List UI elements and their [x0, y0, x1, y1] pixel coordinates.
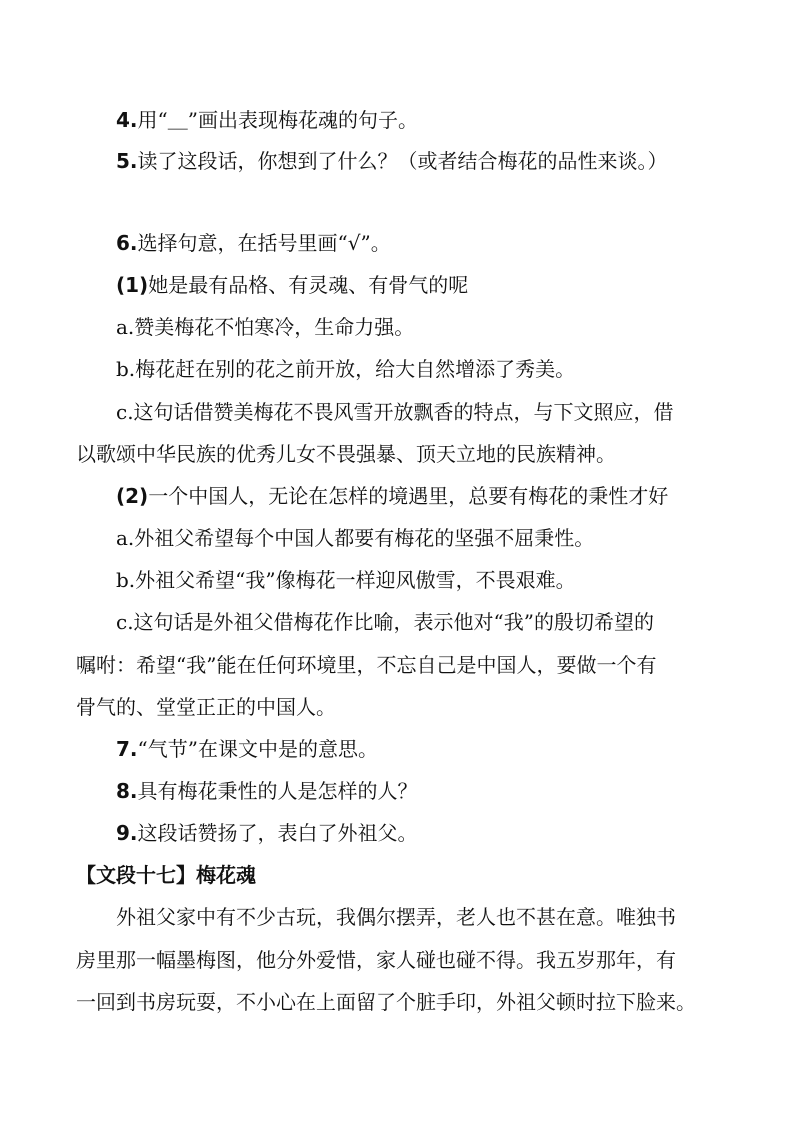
question-9 [116, 819, 418, 847]
paragraph-line-1: 外祖父家中有不少古玩，我偶尔摆弄，老人也不甚在意。唯独书 [116, 905, 676, 929]
question-number: 6. [116, 231, 138, 255]
option-2b: b.外祖父希望“我”像梅花一样迎风傲雪，不畏艰难。 [116, 568, 576, 592]
question-number: 8. [116, 779, 138, 803]
question-text: 用“＿”画出表现梅花魂的句子。 [137, 108, 418, 132]
question-8 [116, 777, 418, 805]
question-number: 4. [116, 108, 138, 132]
sub-question-label: (2) [116, 484, 149, 508]
question-text: 具有梅花秉性的人是怎样的人？ [137, 779, 418, 803]
question-text: 这段话赞扬了，表白了外祖父。 [137, 821, 418, 845]
paragraph-line-2: 房里那一幅墨梅图，他分外爱惜，家人碰也碰不得。我五岁那年，有 [76, 948, 676, 972]
question-7 [116, 735, 378, 763]
sub-question-label: (1) [116, 273, 149, 297]
option-2c-cont-2: 骨气的、堂堂正正的中国人。 [76, 695, 336, 719]
question-text: 选择句意，在括号里画“√”。 [137, 231, 391, 255]
sub-question-text: 她是最有品格、有灵魂、有骨气的呢 [148, 273, 469, 297]
question-4 [116, 106, 418, 134]
option-2c-cont-1: 嘱咐：希望“我”能在任何环境里，不忘自己是中国人，要做一个有 [76, 653, 657, 677]
sub-question-1 [116, 271, 468, 299]
sub-question-text: 一个中国人，无论在怎样的境遇里，总要有梅花的秉性才好 [148, 484, 669, 508]
sub-question-2 [116, 482, 668, 510]
option-2c: c.这句话是外祖父借梅花作比喻，表示他对“我”的殷切希望的 [116, 610, 655, 634]
question-6 [116, 229, 391, 257]
option-1c-cont: 以歌颂中华民族的优秀儿女不畏强暴、顶天立地的民族精神。 [76, 442, 616, 466]
option-2a: a.外祖父希望每个中国人都要有梅花的坚强不屈秉性。 [116, 526, 595, 550]
option-1b: b.梅花赶在别的花之前开放，给大自然增添了秀美。 [116, 357, 576, 381]
paragraph-line-3: 一回到书房玩耍，不小心在上面留了个脏手印，外祖父顿时拉下脸来。 [76, 990, 696, 1014]
option-1a: a.赞美梅花不怕寒冷，生命力强。 [116, 315, 415, 339]
question-number: 5. [116, 149, 138, 173]
option-1c: c.这句话借赞美梅花不畏风雪开放飘香的特点，与下文照应，借 [116, 400, 674, 424]
section-title: 【文段十七】梅花魂 [76, 863, 256, 887]
question-number: 7. [116, 737, 138, 761]
question-text: “气节”在课文中是的意思。 [137, 737, 378, 761]
question-5 [116, 147, 668, 175]
question-number: 9. [116, 821, 138, 845]
question-text: 读了这段话，你想到了什么？（或者结合梅花的品性来谈。） [137, 149, 668, 173]
